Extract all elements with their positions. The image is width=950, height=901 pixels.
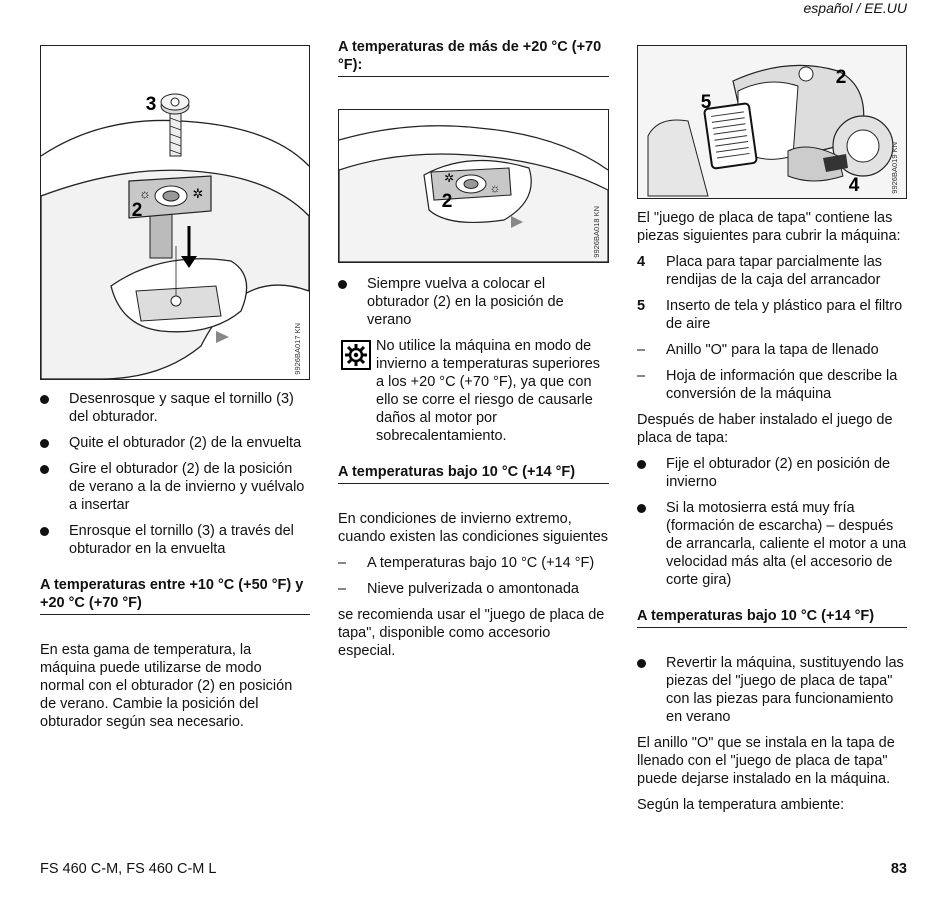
dash-marker: – [338,555,347,571]
figure-code: 9926BA018 KN [592,206,601,258]
column-1 [40,40,310,731]
after-install-list [637,455,907,589]
list-item: Gire el obturador (2) de la posición de verano a la de invierno y vuélvalo a insertar [40,460,310,514]
label-shutter-2: 2 [441,191,453,212]
section-heading: A temperaturas entre +10 °C (+50 °F) y +20 °C (+70 °F) [40,576,310,615]
engine-gear-warning-icon [341,340,371,370]
figure-cover-kit [637,45,907,199]
list-item: Enrosque el tornillo (3) a través del obturador en la envuelta [40,522,310,558]
figure-code: 9926BA017 KN [293,323,302,375]
paragraph: El anillo "O" que se instala en la tapa de llenado con el "juego de placa de tapa" puede dejarse instalado en la máquina. [637,735,895,787]
revert-list [637,654,907,726]
section-heading: A temperaturas bajo 10 °C (+14 °F) [338,463,609,484]
kit-contents-list [637,253,907,403]
label-screw-3: 3 [145,94,157,115]
list-item: – Nieve pulverizada o amontonada [338,581,579,597]
label-part-4: 4 [848,175,860,196]
section-heading: A temperaturas bajo 10 °C (+14 °F) [637,607,907,628]
list-item: Desenrosque y saque el tornillo (3) del obturador. [40,390,310,426]
list-item: Si la motosierra está muy fría (formación de escarcha) – después de arrancarla, caliente el motor a una velocidad más alta (el accesorio de corte gira) [637,499,907,589]
svg-text:✲: ✲ [192,186,204,201]
list-item: Revertir la máquina, sustituyendo las piezas del "juego de placa de tapa" con las piezas para funcionamiento en verano [637,654,907,726]
paragraph: se recomienda usar el "juego de placa de tapa", disponible como accesorio especial. [338,607,605,659]
section-heading: A temperaturas de más de +20 °C (+70 °F): [338,38,609,77]
language-label: español / EE.UU [803,0,907,16]
footer-model: FS 460 C-M, FS 460 C-M L [40,861,217,877]
paragraph: Según la temperatura ambiente: [637,797,845,813]
paragraph: En esta gama de temperatura, la máquina puede utilizarse de modo normal con el obturador (2) en posición de verano. Cambie la posición del obturador según sea necesario. [40,642,293,730]
list-item: – A temperaturas bajo 10 °C (+14 °F) [338,555,595,571]
shutter-removal-illustration [41,46,309,379]
warning-text: No utilice la máquina en modo de invierno a temperaturas superiores a los +20 °C (+70 °F), ya que con ello se corre el riesgo de causarle daños al motor por sobrecalentamiento. [376,338,601,444]
removal-steps-list [40,390,310,558]
figure-shutter-removal [40,45,310,380]
figure-shutter-summary [338,109,609,263]
paragraph: El "juego de placa de tapa" contiene las piezas siguientes para cubrir la máquina: [637,210,901,244]
bullet-icon [637,659,646,668]
bullet-icon [40,439,49,448]
page-number: 83 [890,861,907,877]
list-item: Quite el obturador (2) de la envuelta [40,434,310,452]
paragraph: En condiciones de invierno extremo, cuando existen las condiciones siguientes [338,511,609,545]
bullet-icon [40,527,49,536]
label-shutter-2: 2 [131,200,143,221]
bullet-icon [637,504,646,513]
item-marker: – [637,342,646,358]
list-item: Siempre vuelva a colocar el obturador (2) en la posición de verano [338,275,609,329]
label-part-2: 2 [835,67,847,88]
column-3 [637,40,907,814]
summer-steps-list [338,275,609,329]
conditions-list [338,554,609,598]
item-marker: 4 [637,254,646,270]
item-marker: – [637,368,646,384]
svg-text:☼: ☼ [489,181,501,195]
bullet-icon [40,465,49,474]
warning-note [338,337,609,445]
shutter-summary-illustration [339,110,608,262]
bullet-icon [637,460,646,469]
cover-kit-illustration [638,46,906,198]
svg-text:☼: ☼ [139,186,151,201]
label-part-5: 5 [700,92,712,113]
list-item: 5 Inserto de tela y plástico para el filtro de aire [637,298,903,332]
dash-marker: – [338,581,347,597]
list-item: – Anillo "O" para la tapa de llenado [637,342,879,358]
figure-code: 9926BA019 KN [890,142,899,194]
bullet-icon [40,395,49,404]
svg-text:✲: ✲ [443,171,455,185]
column-2 [338,38,609,660]
item-marker: 5 [637,298,646,314]
paragraph: Después de haber instalado el juego de placa de tapa: [637,412,893,446]
list-item: – Hoja de información que describe la conversión de la máquina [637,368,898,402]
list-item: 4 Placa para tapar parcialmente las rendijas de la caja del arrancador [637,254,883,288]
list-item: Fije el obturador (2) en posición de invierno [637,455,907,491]
bullet-icon [338,280,347,289]
